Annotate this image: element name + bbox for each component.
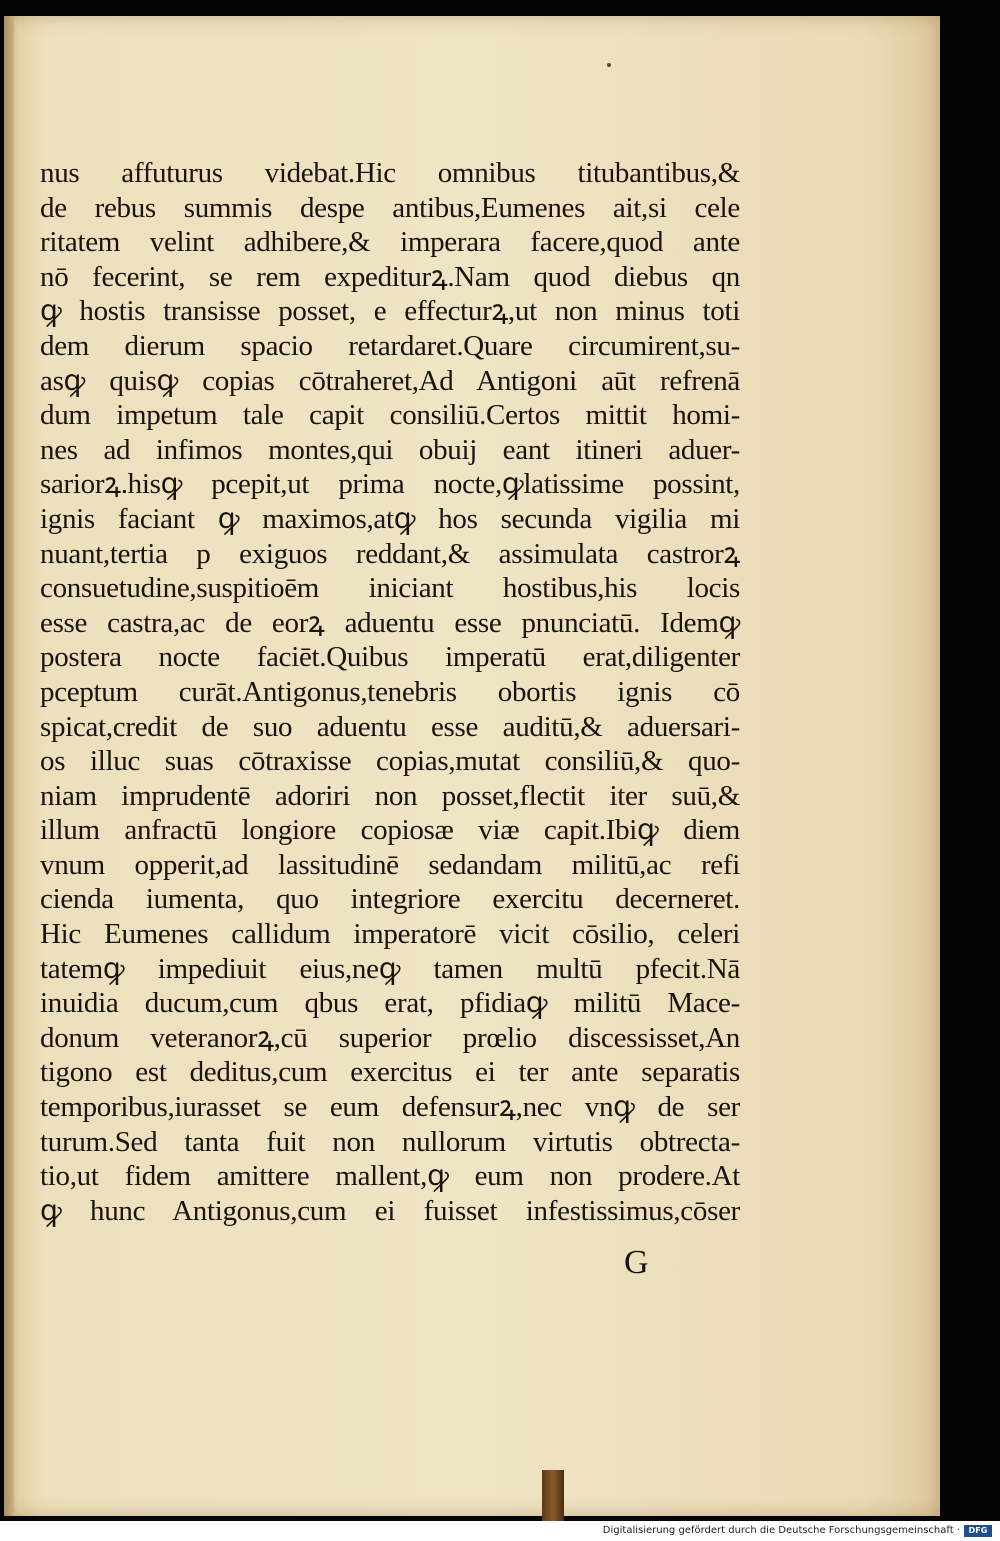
text-line: donum veteranorꝝ,cū superior prœlio discessisset,An	[40, 1021, 740, 1054]
text-line: ignis faciant ꝙ maximos,atꝙ hos secunda vigilia mi	[40, 502, 740, 535]
page-gutter-edge	[4, 16, 14, 1516]
text-line: esse castra,ac de eorꝝ aduentu esse pnunciatū. Idemꝙ	[40, 606, 740, 639]
text-line: tatemꝙ impediuit eius,neꝙ tamen multū pfecit.Nā	[40, 952, 740, 985]
text-line: pceptum curāt.Antigonus,tenebris obortis ignis cō	[40, 675, 740, 708]
text-line: niam imprudentē adoriri non posset,flectit iter suū,&	[40, 779, 740, 812]
book-page	[4, 16, 940, 1516]
text-line: cienda iumenta, quo integriore exercitu decerneret.	[40, 883, 740, 916]
text-line: illum anfractū longiore copiosæ viæ capit.Ibiꝙ diem	[40, 814, 740, 847]
text-line: dum impetum tale capit consiliū.Certos mittit homi-	[40, 399, 740, 432]
text-line: Hic Eumenes callidum imperatorē vicit cōsilio, celeri	[40, 918, 740, 951]
text-line: de rebus summis despe antibus,Eumenes ait,si cele	[40, 191, 740, 224]
text-line: dem dierum spacio retardaret.Quare circumirent,su-	[40, 329, 740, 362]
text-line: postera nocte faciēt.Quibus imperatū erat,diligenter	[40, 641, 740, 674]
text-line: ꝙ hunc Antigonus,cum ei fuisset infestissimus,cōser	[40, 1194, 740, 1227]
text-line: tigono est deditus,cum exercitus ei ter ante separatis	[40, 1056, 740, 1089]
text-line: consuetudine,suspitioēm iniciant hostibus,his locis	[40, 572, 740, 605]
text-line: nuant,tertia p exiguos reddant,& assimulata castrorꝝ	[40, 537, 740, 570]
text-line: tio,ut fidem amittere mallent,ꝙ eum non prodere.At	[40, 1160, 740, 1193]
signature-mark: G	[624, 1244, 649, 1281]
text-line: os illuc suas cōtraxisse copias,mutat consiliū,& quo-	[40, 745, 740, 778]
text-line: ꝙ hostis transisse posset, e effecturꝝ,ut non minus toti	[40, 295, 740, 328]
funding-credit: Digitalisierung gefördert durch die Deutsche Forschungsgemeinschaft ·	[602, 1525, 960, 1536]
footer-bar	[0, 1521, 1000, 1541]
text-line: nus affuturus videbat.Hic omnibus titubantibus,&	[40, 157, 740, 189]
text-line: sariorꝝ.hisꝙ pcepit,ut prima nocte,ꝙlatissime possint,	[40, 468, 740, 501]
text-line: inuidia ducum,cum qbus erat, pfidiaꝙ militū Mace-	[40, 987, 740, 1020]
text-line: ritatem velint adhibere,& imperara facere,quod ante	[40, 226, 740, 259]
text-line: temporibus,iurasset se eum defensurꝝ,nec vnꝙ de ser	[40, 1091, 740, 1124]
text-line: vnum opperit,ad lassitudinē sedandam militū,ac refi	[40, 848, 740, 881]
ink-speck	[607, 63, 611, 67]
text-line: turum.Sed tanta fuit non nullorum virtutis obtrecta-	[40, 1125, 740, 1158]
text-line: nō fecerint, se rem expediturꝝ.Nam quod diebus qn	[40, 260, 740, 293]
page-text-block	[40, 156, 740, 1228]
bookmark-ribbon	[542, 1470, 564, 1521]
text-line: spicat,credit de suo aduentu esse auditū,& aduersari-	[40, 710, 740, 743]
text-line: asꝙ quisꝙ copias cōtraheret,Ad Antigoni aūt refrenā	[40, 364, 740, 397]
text-line: nes ad infimos montes,qui obuij eant itineri aduer-	[40, 433, 740, 466]
dfg-logo[interactable]: DFG	[964, 1525, 992, 1537]
